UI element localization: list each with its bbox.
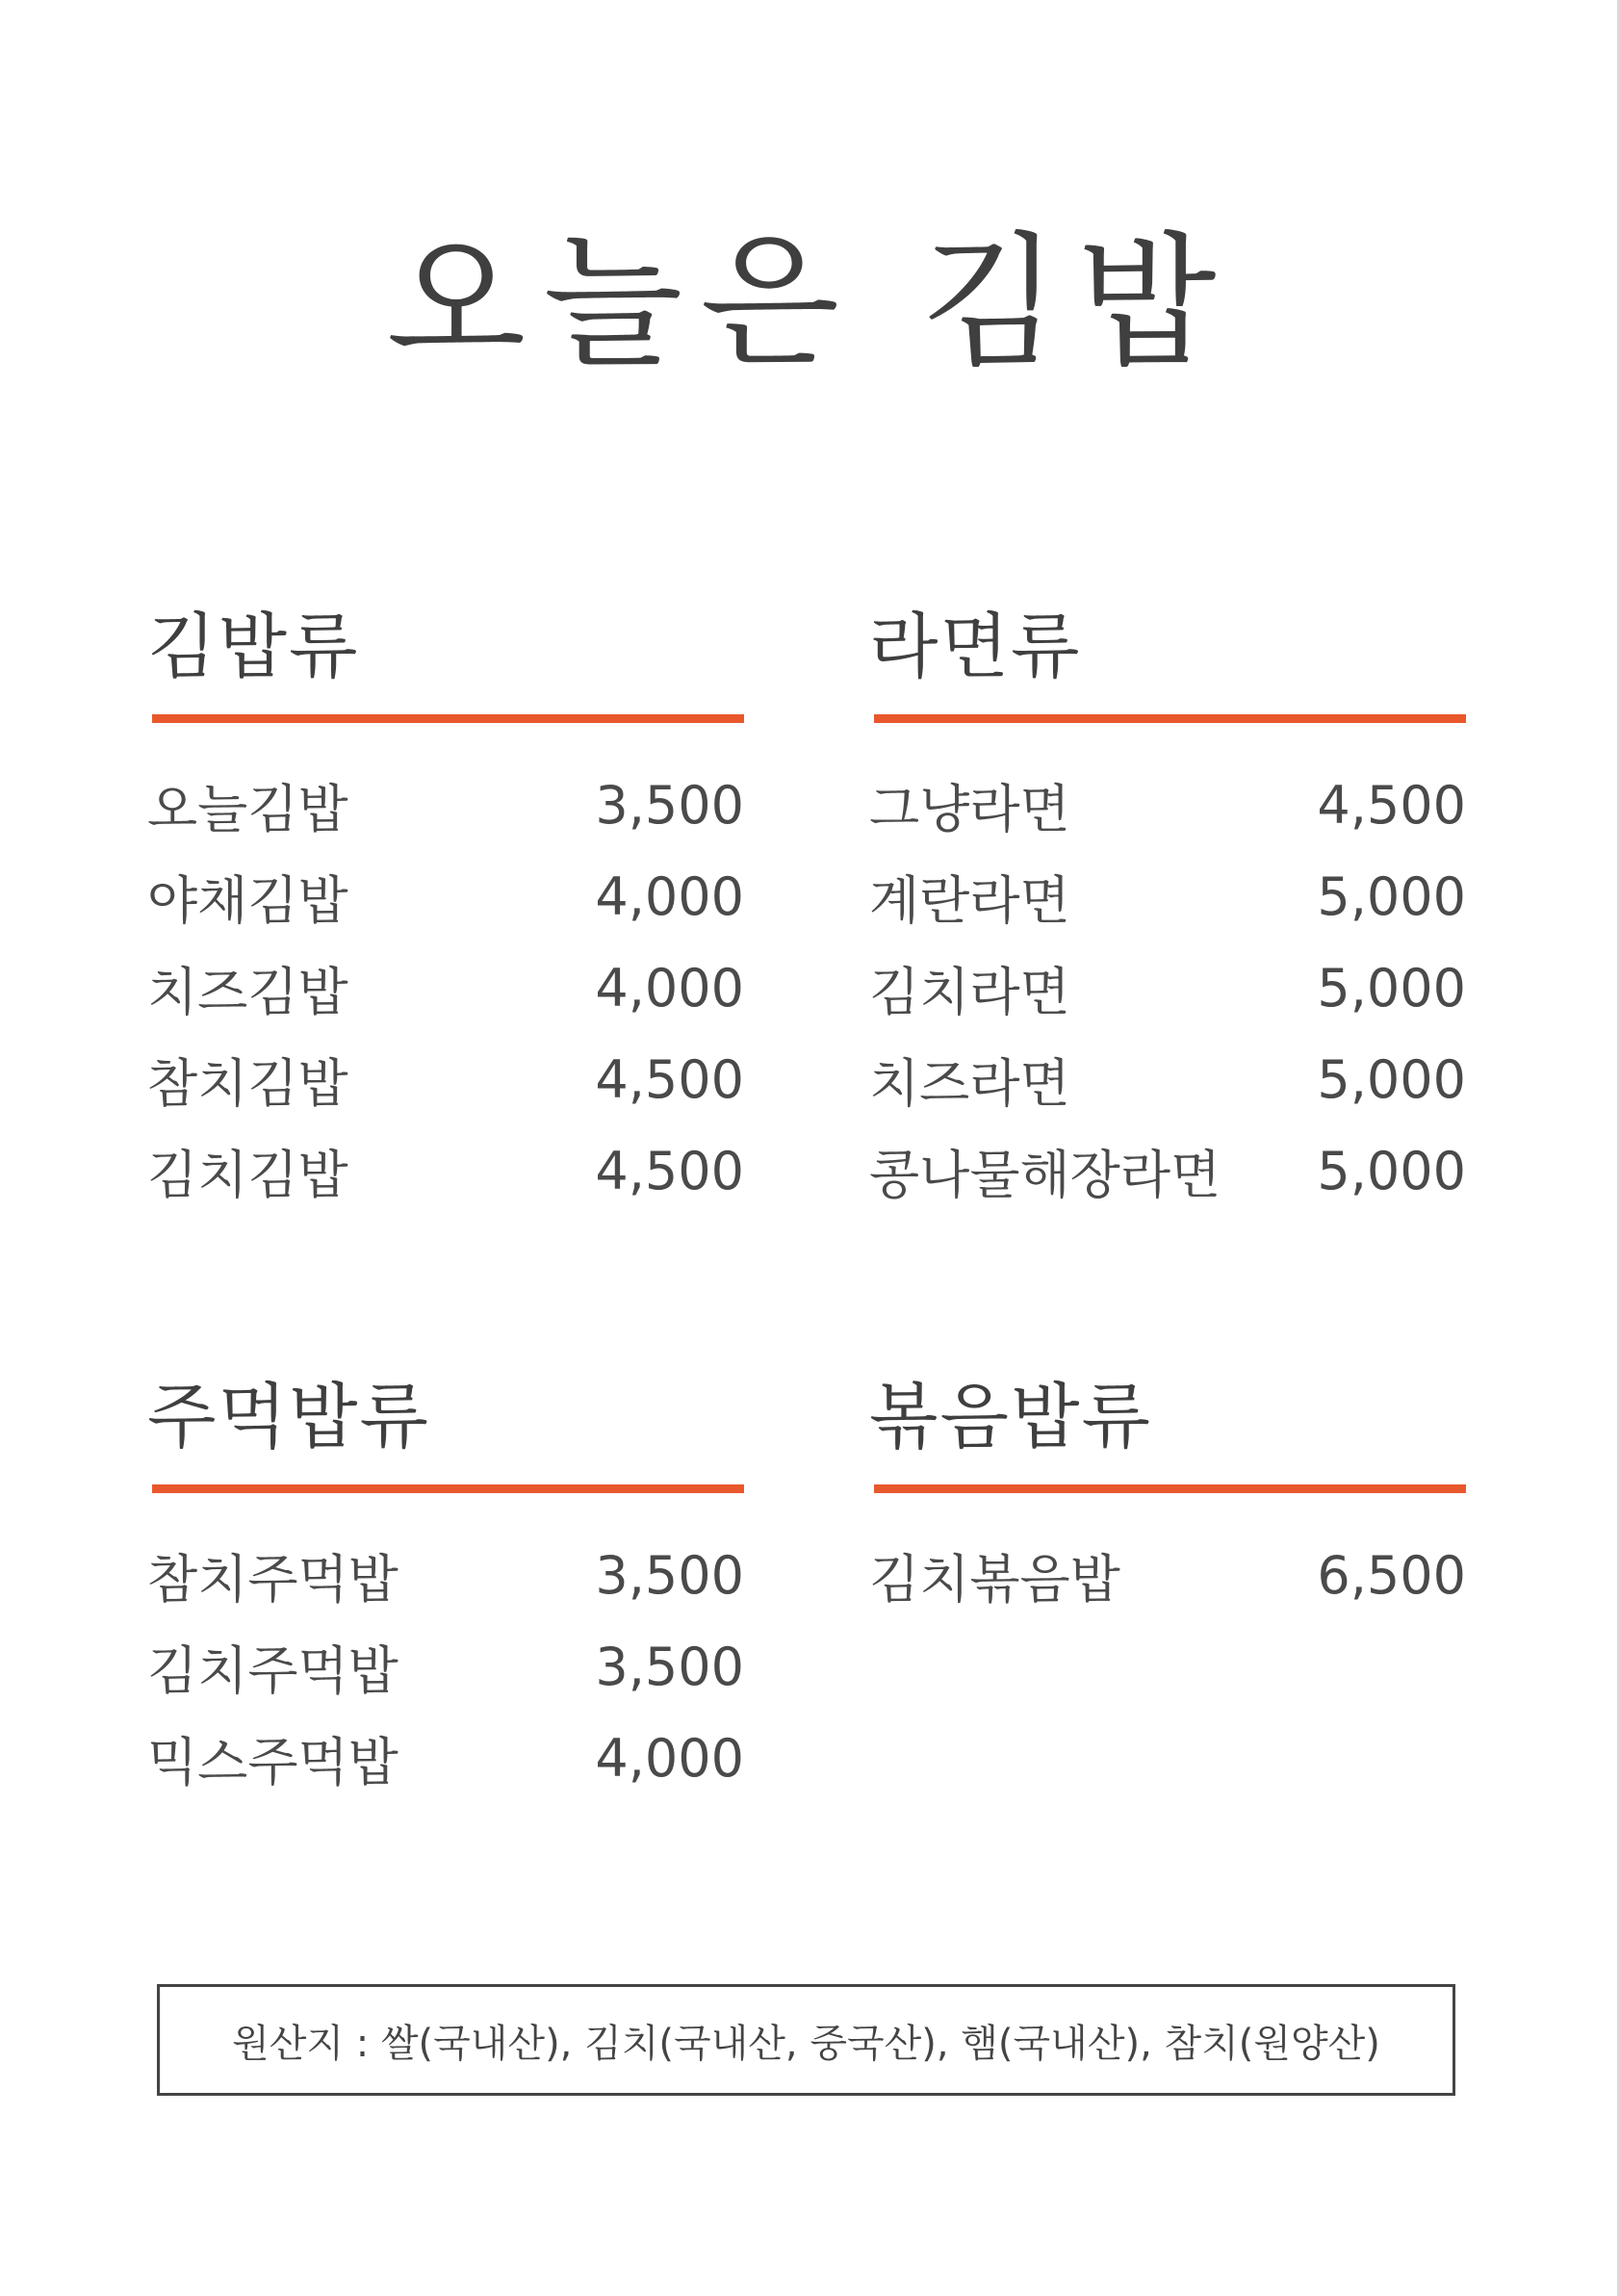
menu-item [869, 942, 1466, 1034]
menu-item-name: 치즈라면 [869, 1053, 1070, 1114]
menu-item [147, 760, 744, 851]
menu-item-name: 김치라면 [869, 962, 1070, 1022]
section-divider [874, 714, 1466, 723]
section-ramen [869, 604, 1466, 1217]
menu-item-price: 5,000 [1317, 1049, 1466, 1110]
menu-item-name: 콩나물해장라면 [869, 1145, 1221, 1205]
menu-list [869, 1530, 1466, 1621]
menu-item [147, 1125, 744, 1217]
menu-item-price: 4,500 [595, 1141, 744, 1201]
menu-item-price: 4,000 [595, 1728, 744, 1789]
origin-notice [157, 1984, 1455, 2096]
menu-item [147, 851, 744, 942]
menu-item [869, 851, 1466, 942]
menu-item-price: 6,500 [1317, 1545, 1466, 1606]
menu-item-name: 김치김밥 [147, 1145, 348, 1205]
menu-item-name: 야채김밥 [147, 870, 348, 931]
menu-item [869, 1034, 1466, 1125]
menu-item-price: 3,500 [595, 775, 744, 836]
origin-notice-text: 원산지 : 쌀(국내산), 김치(국내산, 중국산), 햄(국내산), 참치(원양산) [232, 2021, 1380, 2066]
menu-item [869, 1125, 1466, 1217]
menu-item-price: 4,500 [595, 1049, 744, 1110]
section-jumeokbap [147, 1374, 744, 1804]
menu-item-price: 4,000 [595, 866, 744, 927]
menu-item-price: 3,500 [595, 1637, 744, 1697]
menu-item [147, 1621, 744, 1713]
section-heading: 라면류 [869, 606, 1082, 688]
section-heading: 김밥류 [147, 606, 360, 688]
menu-item-price: 4,000 [595, 958, 744, 1019]
menu-item [869, 1530, 1466, 1621]
menu-item-name: 오늘김밥 [147, 779, 348, 839]
menu-item-name: 믹스주먹밥 [147, 1732, 399, 1793]
menu-list [869, 760, 1466, 1217]
menu-item-name: 참치김밥 [147, 1053, 348, 1114]
section-bokkeumbap [869, 1374, 1466, 1621]
menu-item-price: 5,000 [1317, 866, 1466, 927]
menu-list [147, 1530, 744, 1804]
menu-item [147, 1713, 744, 1804]
menu-item-name: 치즈김밥 [147, 962, 348, 1022]
section-divider [152, 1484, 744, 1493]
section-divider [874, 1484, 1466, 1493]
menu-item [147, 1034, 744, 1125]
menu-item [147, 1530, 744, 1621]
section-heading: 주먹밥류 [147, 1376, 430, 1458]
menu-item-name: 김치주먹밥 [147, 1640, 399, 1701]
section-gimbap [147, 604, 744, 1217]
menu-item-name: 김치볶음밥 [869, 1549, 1120, 1610]
section-heading: 볶음밥류 [869, 1376, 1152, 1458]
menu-item-price: 3,500 [595, 1545, 744, 1606]
menu-item-price: 4,500 [1317, 775, 1466, 836]
menu-list [147, 760, 744, 1217]
menu-item [869, 760, 1466, 851]
menu-item [147, 942, 744, 1034]
menu-item-name: 그냥라면 [869, 779, 1070, 839]
section-divider [152, 714, 744, 723]
menu-item-price: 5,000 [1317, 958, 1466, 1019]
menu-item-price: 5,000 [1317, 1141, 1466, 1201]
menu-item-name: 계란라면 [869, 870, 1070, 931]
menu-item-name: 참치주먹밥 [147, 1549, 399, 1610]
menu-title: 오늘은 김밥 [386, 219, 1234, 387]
